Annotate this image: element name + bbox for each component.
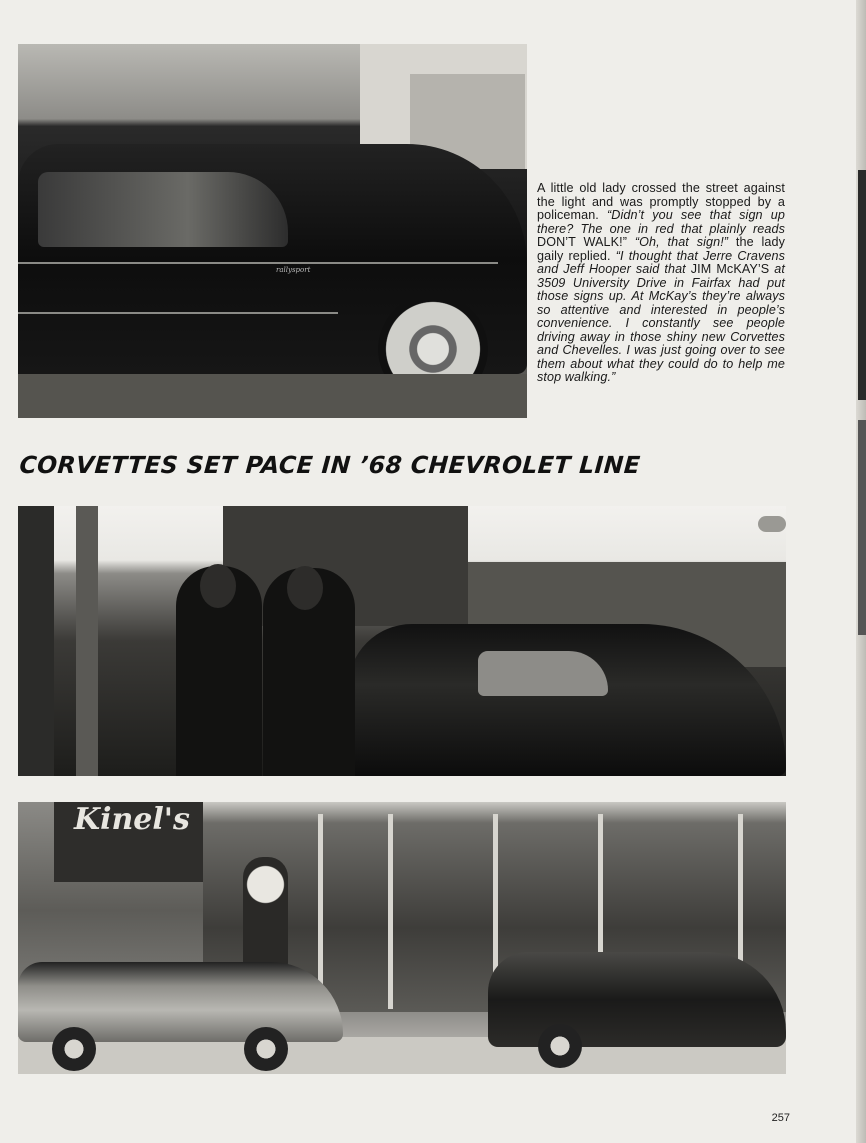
- photo-car-wheel: [244, 1027, 288, 1071]
- photo-car-trim: [18, 262, 498, 264]
- photo-dealership-showroom: [18, 802, 786, 1074]
- photo-corvette: [348, 624, 786, 776]
- photo-chevelle-dark: [488, 952, 786, 1047]
- photo-car-wheel: [538, 1024, 582, 1068]
- page-edge-strip: [858, 170, 866, 400]
- story-paragraph: [537, 182, 785, 385]
- photo-ground: [18, 374, 527, 418]
- photo-street-sign: [758, 516, 786, 532]
- story-reply: the lady gaily replied.: [537, 235, 785, 263]
- page-edge-strip: [858, 420, 866, 635]
- story-policeman-quote: “Didn’t you see that sign up there? The one in red that plainly reads: [537, 208, 785, 236]
- story-text: [537, 182, 785, 385]
- page-headline: CORVETTES SET PACE IN ’68 CHEVROLET LINE: [18, 451, 642, 479]
- photo-store-sign-text: Kinel's: [74, 802, 190, 837]
- photo-pole: [76, 506, 98, 776]
- page-number: 257: [771, 1112, 790, 1124]
- story-lady-exclaim: “Oh, that sign!”: [634, 235, 729, 249]
- photo-car-trim: [18, 312, 338, 314]
- story-lady-quote-end: at 3509 University Drive in Fairfax had put those signs up. At McKay’s they’re always so attentive and interested in people’s convenience. I constantly see people driving away in those shiny new Corvettes and Chevelles. I was just going over to see them about what they could do to help me stop walking.”: [537, 262, 785, 384]
- story-sign-text: DON’T WALK!”: [537, 235, 628, 249]
- photo-car-script: rallysport: [276, 266, 311, 274]
- photo-window-frame: [388, 814, 393, 1009]
- story-dealer-name: JIM McKAY’S: [690, 262, 770, 276]
- photo-two-men-corvette: [18, 506, 786, 776]
- photo-car-window: [38, 172, 288, 247]
- photo-car-rallysport: [18, 44, 527, 418]
- photo-post: [18, 506, 54, 776]
- story-intro: A little old lady crossed the street against the light and was promptly stopped by a policeman.: [537, 181, 785, 222]
- photo-man-right: [263, 568, 355, 776]
- photo-mascot-figure: [243, 857, 288, 967]
- photo-car-wheel: [52, 1027, 96, 1071]
- story-lady-quote: “I thought that Jerre Cravens and Jeff Hooper said that: [537, 248, 785, 276]
- photo-corvette-window: [478, 651, 608, 696]
- photo-man-left: [176, 566, 262, 776]
